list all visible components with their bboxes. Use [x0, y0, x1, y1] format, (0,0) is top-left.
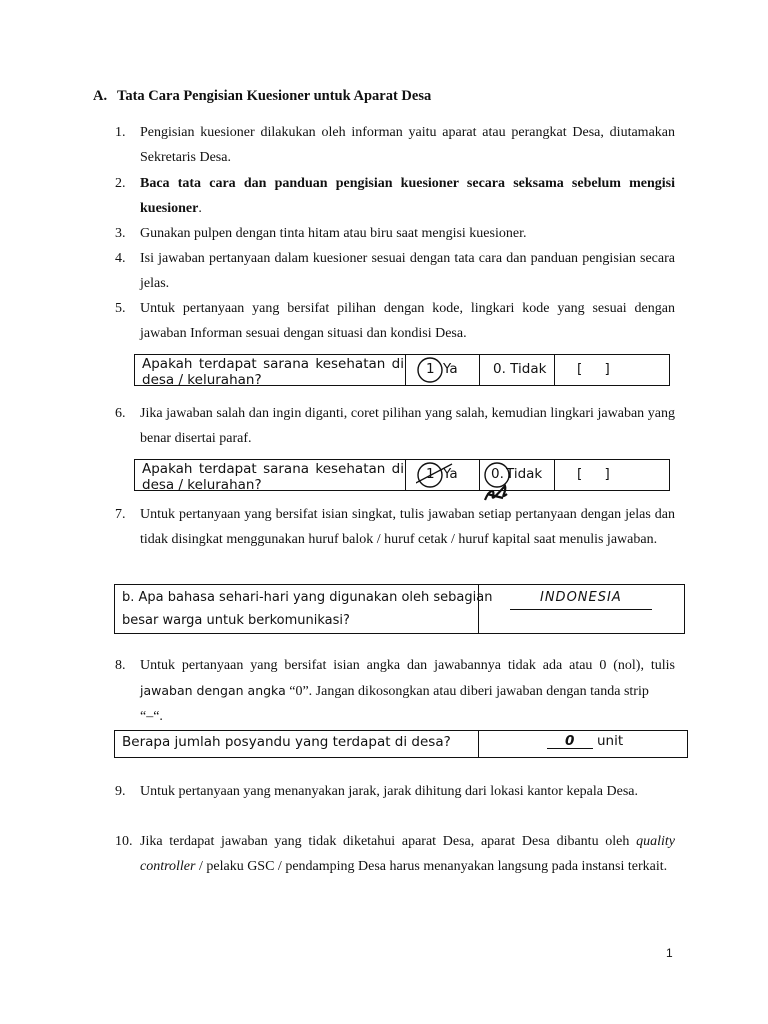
- list-text-italic: quality controller: [140, 834, 675, 874]
- list-number: 8.: [115, 658, 126, 673]
- list-text-rest: “0”. Jangan dikosongkan atau diberi jawaban dengan tanda strip: [285, 684, 649, 699]
- list-number: 10.: [115, 834, 133, 849]
- example-question: Berapa jumlah posyandu yang terdapat di desa?: [122, 734, 451, 750]
- list-text: [140, 171, 675, 221]
- example-question: [142, 356, 404, 388]
- list-text-sans: jawaban dengan angka: [140, 683, 286, 698]
- list-number: 6.: [115, 406, 126, 421]
- list-number: 9.: [115, 784, 126, 799]
- list-item: [115, 401, 675, 451]
- example-question: [142, 461, 404, 493]
- list-text-pre: Jika terdapat jawaban yang tidak diketahui aparat Desa, aparat Desa dibantu oleh: [140, 834, 637, 849]
- list-number: 7.: [115, 507, 126, 522]
- example-choice-table: [134, 354, 670, 386]
- example-number-table: [114, 730, 688, 758]
- list-text-post: / pelaku GSC / pendamping Desa harus menanyakan langsung pada instansi terkait.: [195, 859, 668, 874]
- option-no-label: 0. Tidak: [493, 361, 547, 377]
- answer-text: 0: [565, 733, 575, 749]
- list-text-line3: “–“.: [140, 709, 163, 724]
- list-number: 5.: [115, 301, 126, 316]
- list-item: [115, 829, 675, 879]
- example-correction-table: [134, 459, 670, 491]
- example-question-line1: Apakah terdapat sarana kesehatan di: [142, 461, 404, 477]
- list-item: [115, 779, 675, 804]
- section-letter: A.: [93, 88, 108, 104]
- answer-box-brackets: [ ]: [577, 361, 610, 377]
- example-question-line1: Apakah terdapat sarana kesehatan di: [142, 356, 404, 372]
- list-number: 2.: [115, 176, 126, 191]
- example-question: [122, 586, 492, 632]
- section-title: Tata Cara Pengisian Kuesioner untuk Aparat Desa: [117, 88, 432, 104]
- list-item: [115, 296, 675, 346]
- list-text-line2: [140, 678, 675, 704]
- page-number: 1: [666, 946, 673, 960]
- list-number: 4.: [115, 251, 126, 266]
- example-question-line2: desa / kelurahan?: [142, 372, 262, 388]
- list-text: Isi jawaban pertanyaan dalam kuesioner sesuai dengan tata cara dan panduan pengisian secara jelas.: [140, 251, 675, 291]
- list-text: Untuk pertanyaan yang bersifat isian singkat, tulis jawaban setiap pertanyaan dengan jelas dan tidak disingkat menggunakan huruf balok / huruf cetak / huruf kapital saat menulis jawaban.: [140, 507, 675, 547]
- answer-box: [575, 355, 625, 385]
- answer-field: [510, 585, 652, 633]
- list-text: Gunakan pulpen dengan tinta hitam atau biru saat mengisi kuesioner.: [140, 226, 527, 241]
- option-yes-label: Ya: [443, 361, 458, 377]
- list-text: [140, 653, 675, 729]
- option-yes-code: 1: [426, 466, 435, 482]
- list-item: [115, 246, 675, 296]
- option-no-label: Tidak: [506, 466, 543, 482]
- list-text: Untuk pertanyaan yang menanyakan jarak, jarak dihitung dari lokasi kantor kepala Desa.: [140, 784, 638, 799]
- list-item: [115, 221, 675, 246]
- example-short-answer-table: [114, 584, 685, 634]
- option-yes-label: Ya: [443, 466, 458, 482]
- section-heading: [93, 88, 431, 105]
- list-item: [115, 502, 675, 552]
- option-no-code: 0.: [491, 466, 504, 482]
- list-text-rest: .: [198, 201, 202, 216]
- list-text: Jika jawaban salah dan ingin diganti, coret pilihan yang salah, kemudian lingkari jawaban yang benar disertai paraf.: [140, 406, 675, 446]
- list-number: 3.: [115, 226, 126, 241]
- answer-text: INDONESIA: [540, 590, 622, 605]
- answer-box: [575, 460, 625, 490]
- example-question-line1: b. Apa bahasa sehari-hari yang digunakan oleh sebagian: [122, 590, 493, 605]
- option-no: [493, 355, 553, 385]
- answer-underline: [510, 609, 652, 610]
- example-question-line2: desa / kelurahan?: [142, 477, 262, 493]
- option-yes-code: 1: [426, 361, 435, 377]
- answer-box-brackets: [ ]: [577, 466, 610, 482]
- list-text: Pengisian kuesioner dilakukan oleh informan yaitu aparat atau perangkat Desa, diutamakan Sekretaris Desa.: [140, 125, 675, 165]
- option-yes-crossed: [416, 460, 476, 490]
- list-text-bold: Baca tata cara dan panduan pengisian kuesioner secara seksama sebelum mengisi kuesioner: [140, 176, 675, 216]
- list-text-line1: Untuk pertanyaan yang bersifat isian angka dan jawabannya tidak ada atau 0 (nol), tulis: [140, 658, 675, 673]
- list-item: [115, 653, 675, 729]
- list-number: 1.: [115, 125, 126, 140]
- list-item: [115, 120, 675, 170]
- option-no-circled: [481, 460, 553, 490]
- answer-unit: unit: [597, 733, 624, 749]
- answer-field: [545, 731, 655, 757]
- list-text: [140, 829, 675, 879]
- list-text: Untuk pertanyaan yang bersifat pilihan dengan kode, lingkari kode yang sesuai dengan jawaban Informan sesuai dengan situasi dan kondisi Desa.: [140, 301, 675, 341]
- option-yes: [416, 355, 476, 385]
- example-question-line2: besar warga untuk berkomunikasi?: [122, 613, 350, 628]
- list-item: [115, 171, 675, 221]
